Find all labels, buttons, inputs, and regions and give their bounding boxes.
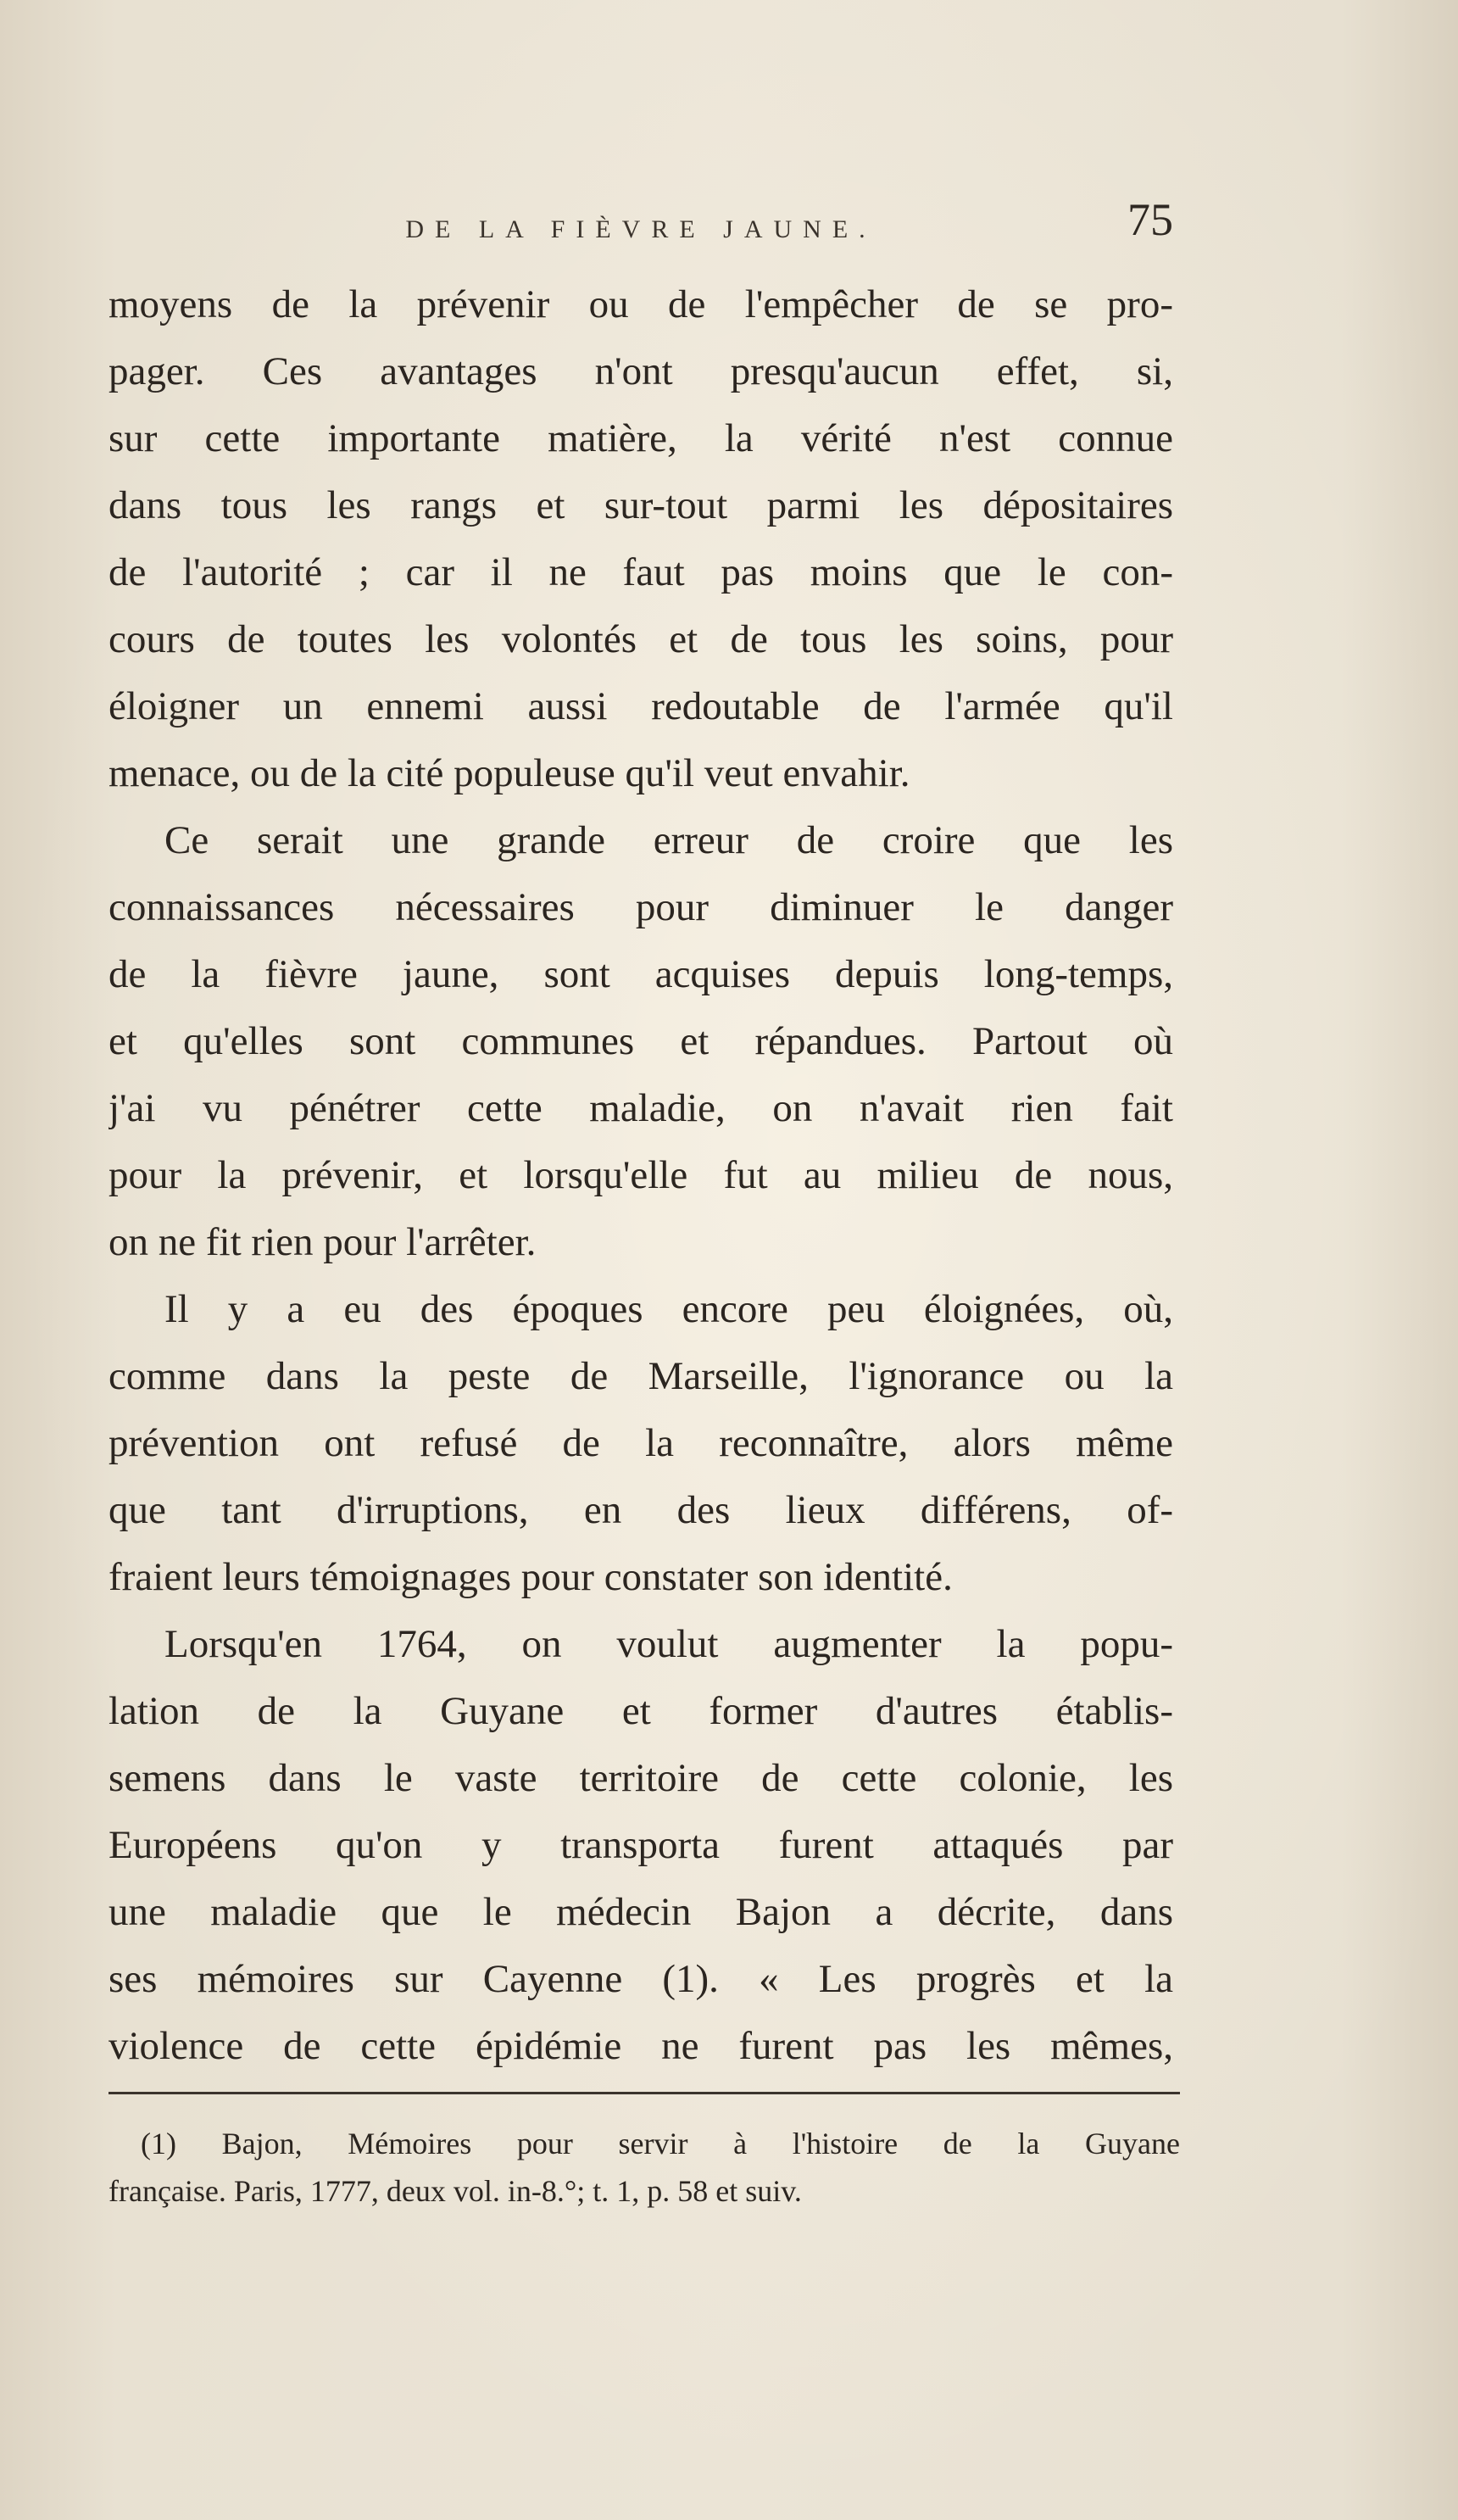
- text-line: que tant d'irruptions, en des lieux différens, of-: [109, 1488, 1173, 1532]
- page-number: 75: [1127, 194, 1173, 245]
- text-line: menace, ou de la cité populeuse qu'il veut envahir.: [109, 751, 910, 795]
- text-line: Européens qu'on y transporta furent attaqués par: [109, 1823, 1173, 1867]
- text-line: éloigner un ennemi aussi redoutable de l'armée qu'il: [109, 684, 1173, 728]
- text-line: prévention ont refusé de la reconnaître, alors même: [109, 1421, 1173, 1465]
- body-text: [109, 271, 1173, 2080]
- text-line: Ce serait une grande erreur de croire que les: [164, 818, 1173, 862]
- footnote: [109, 2120, 1180, 2215]
- footnote-line: française. Paris, 1777, deux vol. in-8.°; t. 1, p. 58 et suiv.: [109, 2174, 802, 2208]
- footnote-divider: [109, 2092, 1180, 2094]
- text-line: dans tous les rangs et sur-tout parmi les dépositaires: [109, 483, 1173, 527]
- text-line: ses mémoires sur Cayenne (1). « Les progrès et la: [109, 1957, 1173, 2001]
- text-line: fraient leurs témoignages pour constater son identité.: [109, 1555, 953, 1599]
- text-line: violence de cette épidémie ne furent pas les mêmes,: [109, 2024, 1173, 2068]
- text-line: on ne fit rien pour l'arrêter.: [109, 1220, 537, 1264]
- text-line: Il y a eu des époques encore peu éloignées, où,: [164, 1287, 1173, 1331]
- text-line: cours de toutes les volontés et de tous les soins, pour: [109, 617, 1173, 661]
- running-title: DE LA FIÈVRE JAUNE.: [405, 215, 876, 243]
- text-line: sur cette importante matière, la vérité n'est connue: [109, 416, 1173, 460]
- text-line: pager. Ces avantages n'ont presqu'aucun effet, si,: [109, 349, 1173, 393]
- text-line: et qu'elles sont communes et répandues. Partout où: [109, 1019, 1173, 1063]
- text-line: semens dans le vaste territoire de cette colonie, les: [109, 1756, 1173, 1800]
- text-line: lation de la Guyane et former d'autres établis-: [109, 1689, 1173, 1733]
- text-line: de l'autorité ; car il ne faut pas moins que le con-: [109, 550, 1173, 594]
- running-head: [109, 193, 1173, 270]
- text-line: de la fièvre jaune, sont acquises depuis long-temps,: [109, 952, 1173, 996]
- text-line: pour la prévenir, et lorsqu'elle fut au milieu de nous,: [109, 1153, 1173, 1197]
- text-line: connaissances nécessaires pour diminuer le danger: [109, 885, 1173, 929]
- text-line: moyens de la prévenir ou de l'empêcher de se pro-: [109, 282, 1173, 326]
- footnote-line: (1) Bajon, Mémoires pour servir à l'histoire de la Guyane: [141, 2127, 1180, 2160]
- text-line: comme dans la peste de Marseille, l'ignorance ou la: [109, 1354, 1173, 1398]
- text-line: j'ai vu pénétrer cette maladie, on n'avait rien fait: [109, 1086, 1173, 1130]
- text-line: Lorsqu'en 1764, on voulut augmenter la popu-: [164, 1622, 1173, 1666]
- text-line: une maladie que le médecin Bajon a décrite, dans: [109, 1890, 1173, 1934]
